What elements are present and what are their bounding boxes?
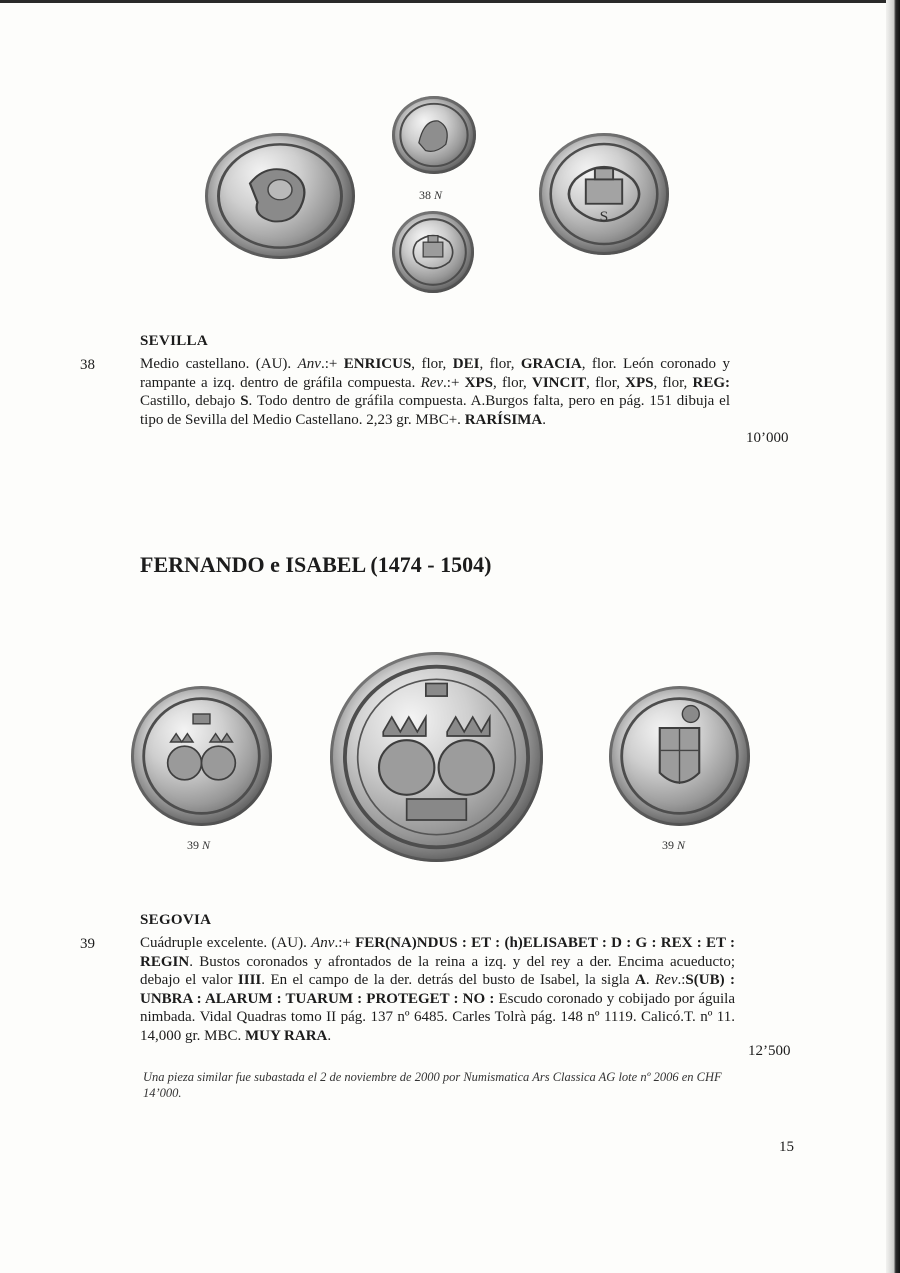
coin-39-obverse [131,686,272,826]
page-right-edge [886,0,900,1273]
lot-38-mint-heading: SEVILLA [140,333,208,349]
lot-39-price: 12’500 [748,1043,791,1059]
coin-38-caption: 38 N [419,188,443,202]
coin-38-obverse-enlarged [205,133,355,259]
lot-39-number: 39 [80,936,95,952]
lot-38-price: 10’000 [746,430,789,446]
coin-38-reverse [392,211,474,293]
ruler-title: FERNANDO e ISABEL (1474 - 1504) [140,552,492,577]
coin-39-obverse-enlarged [330,652,543,862]
page-top-edge [0,0,900,3]
lot-38-number: 38 [80,357,95,373]
lot-38-description: Medio castellano. (AU). Anv.:+ ENRICUS, flor, DEI, flor, GRACIA, flor. León coronado y rampante a izq. dentro de gráfila compuesta. Rev.:+ XPS, flor, VINCIT, flor, XPS, flor, REG: Castillo, debajo S. Todo dentro de gráfila compuesta. A.Burgos falta, pero en pág. 151 dibuja el tipo de Sevilla del Medio Castellano. 2,23 gr. MBC+. RARÍSIMA. [140,356,731,428]
coin-38-reverse-enlarged [539,133,669,255]
lot-39-auction-note: Una pieza similar fue subastada el 2 de noviembre de 2000 por Numismatica Ars Classica AG lote nº 2006 en CHF 14’000. [143,1070,722,1100]
coin-39-reverse [609,686,750,826]
page-number: 15 [779,1139,794,1155]
coin-38-obverse [392,96,476,174]
lot-39-mint-heading: SEGOVIA [140,912,212,928]
coin-39-reverse-caption: 39 N [662,838,686,852]
svg-text:S: S [599,209,609,225]
coin-39-obverse-caption: 39 N [187,838,211,852]
lot-39-description: Cuádruple excelente. (AU). Anv.:+ FER(NA)NDUS : ET : (h)ELISABET : D : G : REX : ET : REGIN. Bustos coronados y afrontados de la reina a izq. y del rey a der. Encima acueducto; debajo el valor IIII. En el campo de la der. detrás del busto de Isabel, la sigla A. Rev.:S(UB) : UNBRA : ALARUM : TUARUM : PROTEGET : NO : Escudo coronado y cobijado por águila nimbada. Vidal Quadras tomo II pág. 137 nº 6485. Carles Tolrà pág. 148 nº 1119. Calicó.T. nº 11. 14,000 gr. MBC. MUY RARA. [140,935,736,1044]
